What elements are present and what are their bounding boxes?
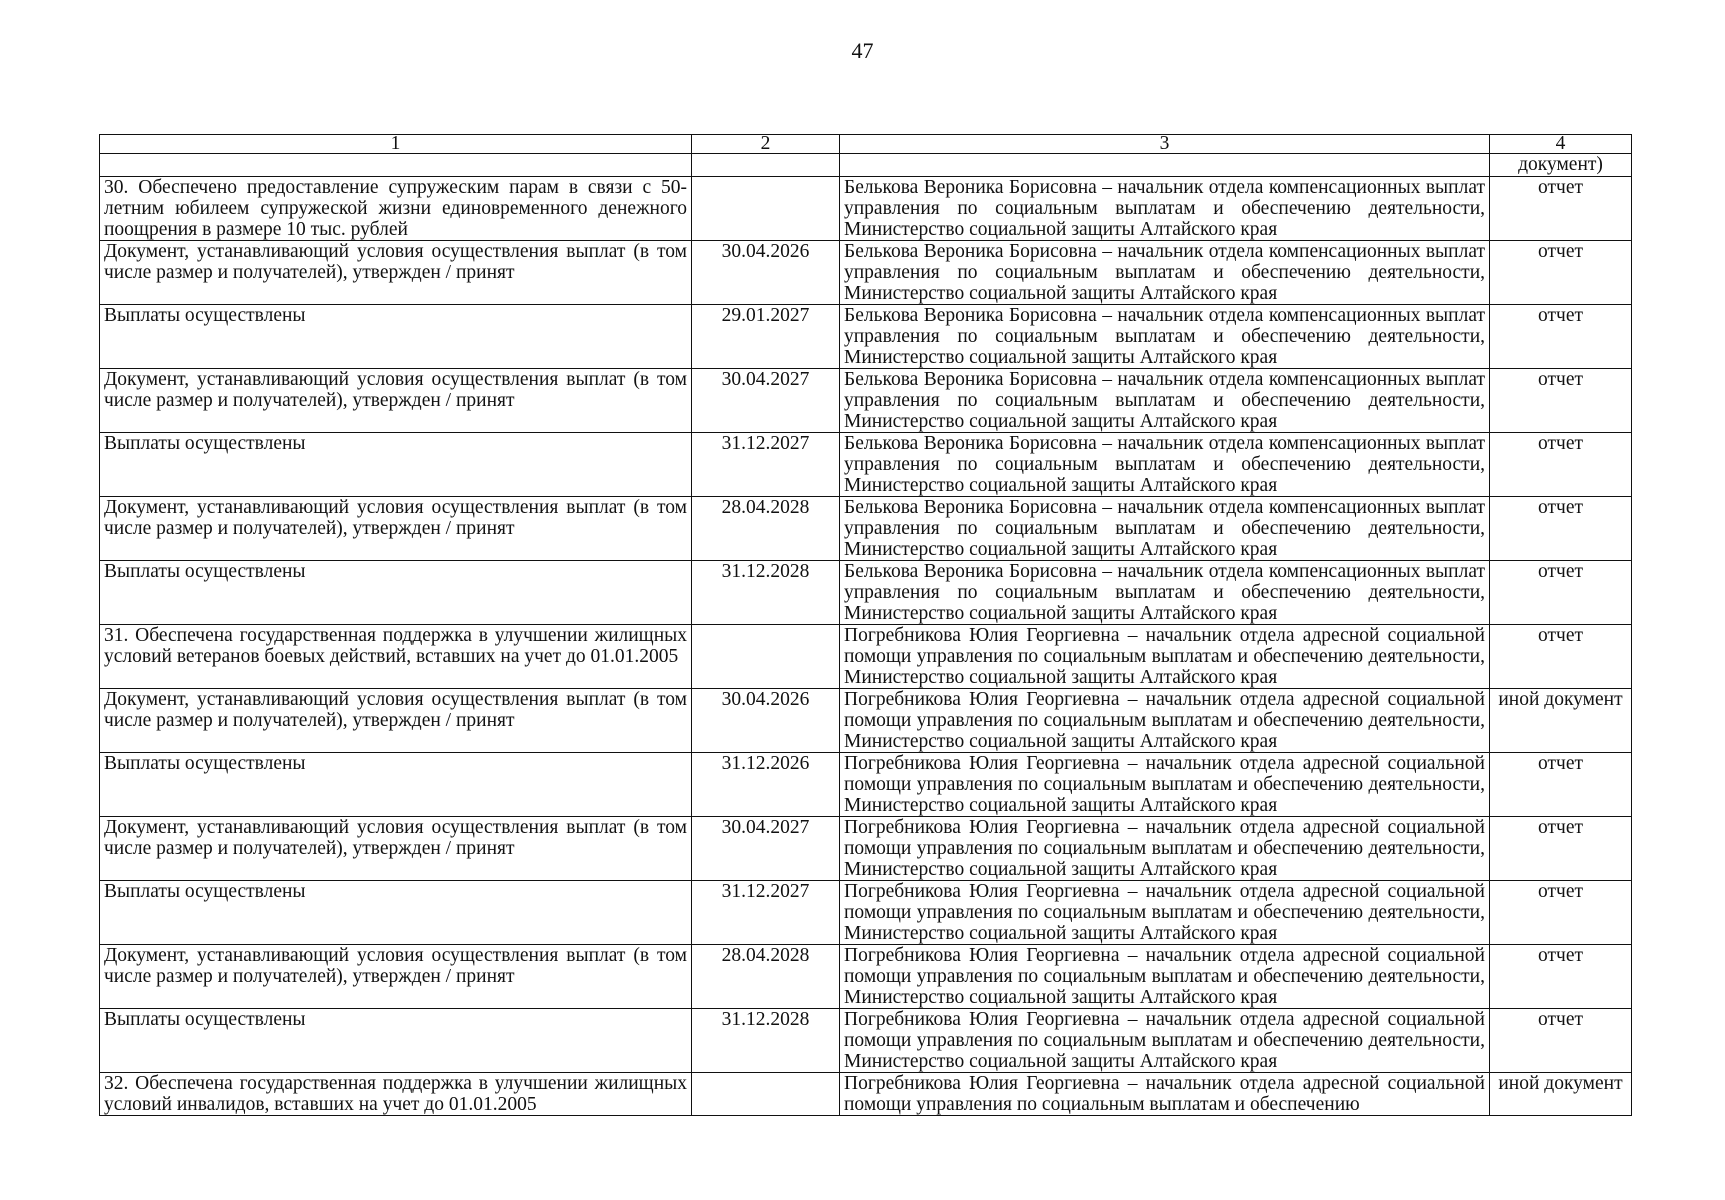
column-number-row: [100, 135, 1632, 154]
result-type-cell: отчет: [1490, 497, 1632, 561]
result-type-cell: отчет: [1490, 305, 1632, 369]
table-row: [100, 241, 1632, 305]
continuation-row: [100, 154, 1632, 177]
responsible-cell: Белькова Вероника Борисовна – начальник отдела компенсационных выплат управления по социальным выплатам и обеспечению деятельности, Министерство социальной защиты Алтайского края: [840, 305, 1490, 369]
date-cell: 30.04.2026: [692, 689, 840, 753]
task-cell: Выплаты осуществлены: [100, 1009, 692, 1073]
table-row: [100, 497, 1632, 561]
plan-table: [99, 134, 1632, 1116]
date-cell: 30.04.2027: [692, 817, 840, 881]
task-cell: 31. Обеспечена государственная поддержка в улучшении жилищных условий ветеранов боевых действий, вставших на учет до 01.01.2005: [100, 625, 692, 689]
responsible-cell: Погребникова Юлия Георгиевна – начальник отдела адресной социальной помощи управления по социальным выплатам и обеспечению деятельности, Министерство социальной защиты Алтайского края: [840, 945, 1490, 1009]
responsible-cell: Погребникова Юлия Георгиевна – начальник отдела адресной социальной помощи управления по социальным выплатам и обеспечению: [840, 1073, 1490, 1116]
table-row: [100, 945, 1632, 1009]
table-row: [100, 433, 1632, 497]
task-cell: Выплаты осуществлены: [100, 881, 692, 945]
table-row: [100, 561, 1632, 625]
result-type-cell: отчет: [1490, 1009, 1632, 1073]
result-type-cell: отчет: [1490, 433, 1632, 497]
date-cell: [692, 1073, 840, 1116]
responsible-cell: Погребникова Юлия Георгиевна – начальник отдела адресной социальной помощи управления по социальным выплатам и обеспечению деятельности, Министерство социальной защиты Алтайского края: [840, 881, 1490, 945]
result-type-cell: отчет: [1490, 881, 1632, 945]
column-number-3: 3: [840, 135, 1490, 154]
date-cell: [692, 177, 840, 241]
task-cell: Документ, устанавливающий условия осуществления выплат (в том числе размер и получателей), утвержден / принят: [100, 689, 692, 753]
result-type-cell: отчет: [1490, 241, 1632, 305]
date-cell: 31.12.2028: [692, 1009, 840, 1073]
date-cell: 31.12.2028: [692, 561, 840, 625]
table-row: [100, 177, 1632, 241]
task-cell: Выплаты осуществлены: [100, 753, 692, 817]
table-row: [100, 1073, 1632, 1116]
result-type-cell: иной документ: [1490, 689, 1632, 753]
task-cell: Документ, устанавливающий условия осуществления выплат (в том числе размер и получателей), утвержден / принят: [100, 945, 692, 1009]
responsible-cell: Белькова Вероника Борисовна – начальник отдела компенсационных выплат управления по социальным выплатам и обеспечению деятельности, Министерство социальной защиты Алтайского края: [840, 497, 1490, 561]
result-type-cell: отчет: [1490, 817, 1632, 881]
continuation-cell-2: [692, 154, 840, 177]
task-cell: 30. Обеспечено предоставление супружеским парам в связи с 50-летним юбилеем супружеской жизни единовременного денежного поощрения в размере 10 тыс. рублей: [100, 177, 692, 241]
table-row: [100, 881, 1632, 945]
responsible-cell: Белькова Вероника Борисовна – начальник отдела компенсационных выплат управления по социальным выплатам и обеспечению деятельности, Министерство социальной защиты Алтайского края: [840, 561, 1490, 625]
table-row: [100, 305, 1632, 369]
task-cell: Выплаты осуществлены: [100, 305, 692, 369]
table-row: [100, 753, 1632, 817]
date-cell: 31.12.2027: [692, 433, 840, 497]
result-type-cell: отчет: [1490, 369, 1632, 433]
task-cell: Документ, устанавливающий условия осуществления выплат (в том числе размер и получателей), утвержден / принят: [100, 369, 692, 433]
result-type-cell: отчет: [1490, 561, 1632, 625]
table-row: [100, 689, 1632, 753]
table-row: [100, 625, 1632, 689]
responsible-cell: Погребникова Юлия Георгиевна – начальник отдела адресной социальной помощи управления по социальным выплатам и обеспечению деятельности, Министерство социальной защиты Алтайского края: [840, 625, 1490, 689]
responsible-cell: Белькова Вероника Борисовна – начальник отдела компенсационных выплат управления по социальным выплатам и обеспечению деятельности, Министерство социальной защиты Алтайского края: [840, 433, 1490, 497]
date-cell: 31.12.2027: [692, 881, 840, 945]
table-row: [100, 369, 1632, 433]
date-cell: 30.04.2027: [692, 369, 840, 433]
task-cell: Выплаты осуществлены: [100, 561, 692, 625]
date-cell: [692, 625, 840, 689]
responsible-cell: Погребникова Юлия Георгиевна – начальник отдела адресной социальной помощи управления по социальным выплатам и обеспечению деятельности, Министерство социальной защиты Алтайского края: [840, 689, 1490, 753]
responsible-cell: Погребникова Юлия Георгиевна – начальник отдела адресной социальной помощи управления по социальным выплатам и обеспечению деятельности, Министерство социальной защиты Алтайского края: [840, 753, 1490, 817]
result-type-cell: отчет: [1490, 945, 1632, 1009]
continuation-cell-1: [100, 154, 692, 177]
responsible-cell: Погребникова Юлия Георгиевна – начальник отдела адресной социальной помощи управления по социальным выплатам и обеспечению деятельности, Министерство социальной защиты Алтайского края: [840, 1009, 1490, 1073]
continuation-cell-4: документ): [1490, 154, 1632, 177]
result-type-cell: отчет: [1490, 177, 1632, 241]
column-number-2: 2: [692, 135, 840, 154]
column-number-4: 4: [1490, 135, 1632, 154]
task-cell: 32. Обеспечена государственная поддержка в улучшении жилищных условий инвалидов, вставших на учет до 01.01.2005: [100, 1073, 692, 1116]
result-type-cell: отчет: [1490, 753, 1632, 817]
date-cell: 28.04.2028: [692, 945, 840, 1009]
date-cell: 31.12.2026: [692, 753, 840, 817]
date-cell: 29.01.2027: [692, 305, 840, 369]
table-row: [100, 817, 1632, 881]
column-number-1: 1: [100, 135, 692, 154]
responsible-cell: Белькова Вероника Борисовна – начальник отдела компенсационных выплат управления по социальным выплатам и обеспечению деятельности, Министерство социальной защиты Алтайского края: [840, 177, 1490, 241]
page-number: 47: [851, 38, 874, 63]
responsible-cell: Погребникова Юлия Георгиевна – начальник отдела адресной социальной помощи управления по социальным выплатам и обеспечению деятельности, Министерство социальной защиты Алтайского края: [840, 817, 1490, 881]
task-cell: Документ, устанавливающий условия осуществления выплат (в том числе размер и получателей), утвержден / принят: [100, 817, 692, 881]
task-cell: Документ, устанавливающий условия осуществления выплат (в том числе размер и получателей), утвержден / принят: [100, 497, 692, 561]
date-cell: 28.04.2028: [692, 497, 840, 561]
table-row: [100, 1009, 1632, 1073]
task-cell: Выплаты осуществлены: [100, 433, 692, 497]
continuation-cell-3: [840, 154, 1490, 177]
result-type-cell: отчет: [1490, 625, 1632, 689]
date-cell: 30.04.2026: [692, 241, 840, 305]
result-type-cell: иной документ: [1490, 1073, 1632, 1116]
responsible-cell: Белькова Вероника Борисовна – начальник отдела компенсационных выплат управления по социальным выплатам и обеспечению деятельности, Министерство социальной защиты Алтайского края: [840, 241, 1490, 305]
task-cell: Документ, устанавливающий условия осуществления выплат (в том числе размер и получателей), утвержден / принят: [100, 241, 692, 305]
responsible-cell: Белькова Вероника Борисовна – начальник отдела компенсационных выплат управления по социальным выплатам и обеспечению деятельности, Министерство социальной защиты Алтайского края: [840, 369, 1490, 433]
